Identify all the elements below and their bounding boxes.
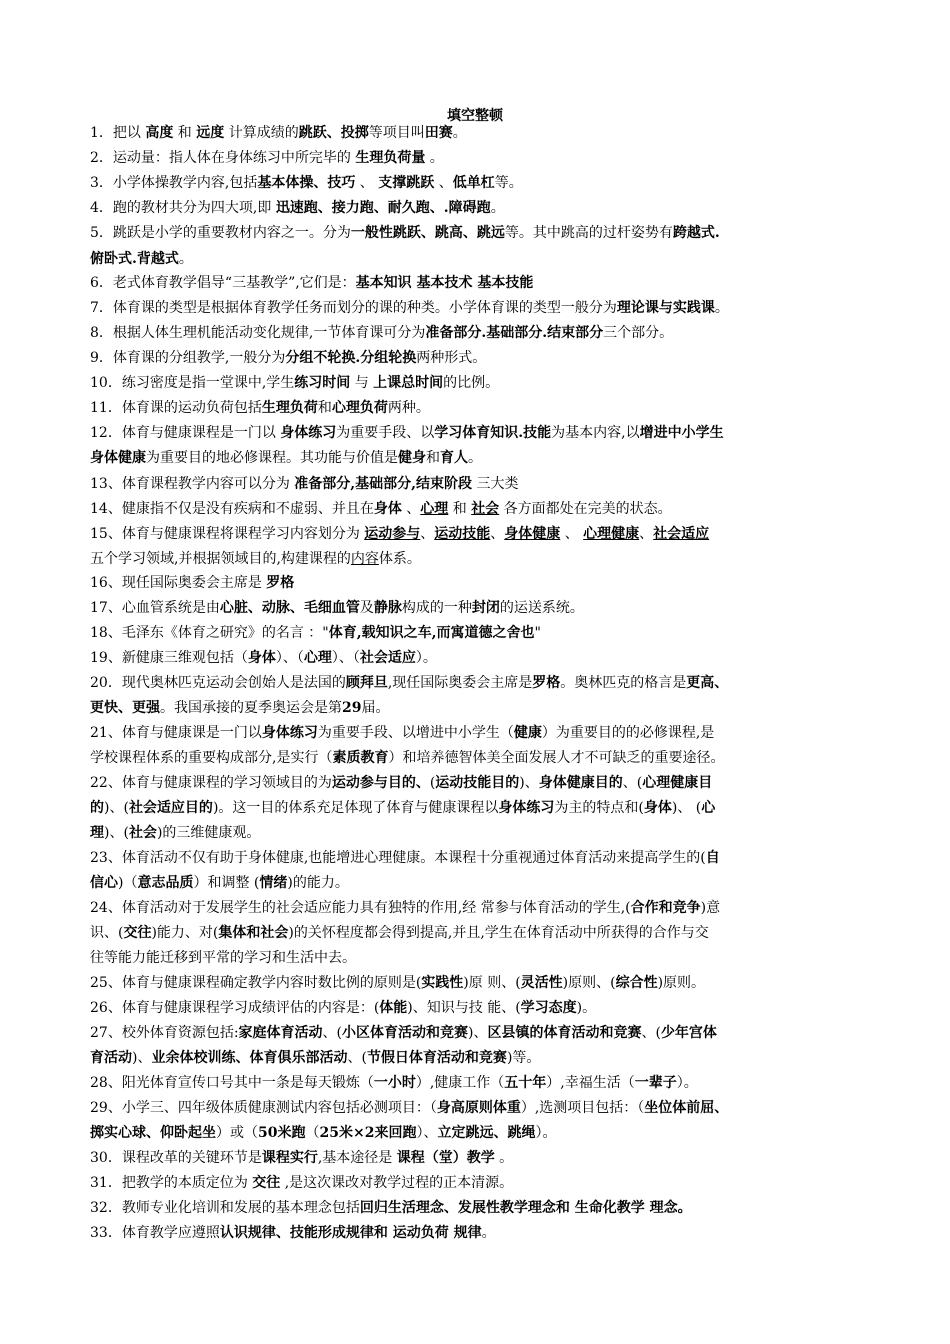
prompt-text: ,现任国际奥委会主席是 xyxy=(387,675,533,691)
answer-text: 身体健康 xyxy=(90,450,146,466)
answer-text: 增进中小学生 xyxy=(639,425,724,441)
answer-text: 节假日体育活动和竞赛 xyxy=(366,1050,507,1066)
answer-text: 生理负荷量 xyxy=(355,150,426,166)
prompt-text: 和 xyxy=(173,125,197,141)
answer-text: 练习时间 xyxy=(294,375,351,391)
prompt-text: 、 xyxy=(560,526,584,542)
prompt-text: 7．体育课的类型是根据体育教学任务而划分的课的种类。小学体育课的类型一般分为 xyxy=(90,300,617,316)
fill-in-line xyxy=(90,699,389,717)
fill-in-line xyxy=(90,1224,496,1242)
answer-text: 25米×2来回跑 xyxy=(319,1125,417,1141)
prompt-text: )、( xyxy=(104,800,129,816)
answer-text: 一小时 xyxy=(373,1075,416,1091)
answer-text: 一般性跳跃、跳高、跳远 xyxy=(350,225,505,241)
prompt-text: 、 xyxy=(490,526,505,542)
prompt-text: ）和调整 ( xyxy=(193,875,260,891)
fill-in-line xyxy=(90,174,523,192)
answer-text: 身体练习 xyxy=(280,425,337,441)
fill-in-line xyxy=(90,799,715,817)
answer-text: 合作和竞争 xyxy=(630,900,701,916)
fill-in-line xyxy=(90,324,673,342)
prompt-text: 14、健康指不仅是没有疾病和不虚弱、并且在 xyxy=(90,501,374,517)
answer-text: 身体 xyxy=(643,800,672,816)
fill-in-line xyxy=(90,1049,540,1067)
answer-text: 自 xyxy=(705,850,720,866)
fill-in-line xyxy=(90,224,720,242)
prompt-text: ）。 xyxy=(415,650,437,666)
prompt-text: )原则。 xyxy=(657,975,706,991)
answer-text: 迅速跑、接力跑、耐久跑、.障碍跑 xyxy=(275,200,491,216)
fill-in-line xyxy=(90,1099,728,1117)
fill-in-line xyxy=(90,949,356,967)
fill-in-line xyxy=(90,1124,556,1142)
answer-text: 跨越式. xyxy=(672,225,720,241)
answer-text: 少年宫体 xyxy=(660,1025,717,1041)
prompt-text: )。这一目的体系充足体现了体育与健康课程以 xyxy=(212,800,499,816)
answer-text: 认识规律、技能形成规律和 运动负荷 规律 xyxy=(219,1225,482,1241)
fill-in-line xyxy=(90,1199,692,1217)
prompt-text: 33．体育教学应遵照 xyxy=(90,1225,220,1241)
prompt-text: )原则、( xyxy=(562,975,616,991)
answer-text: 身体 xyxy=(373,501,402,517)
prompt-text: )、知识与技 能、( xyxy=(407,1000,521,1016)
prompt-text: 、 xyxy=(355,175,379,191)
prompt-text: 、( xyxy=(347,1050,367,1066)
prompt-text: )、 xyxy=(468,1025,488,1041)
prompt-text: 等。 xyxy=(494,175,523,191)
prompt-text: 15、体育与健康课程将课程学习内容划分为 xyxy=(90,526,365,542)
prompt-text: 6．老式体育教学倡导“三基教学”,它们是： xyxy=(90,275,356,291)
answer-text: 50米跑 xyxy=(258,1125,306,1141)
prompt-text: 体系。 xyxy=(378,551,421,567)
answer-text: 身体 xyxy=(247,650,276,666)
prompt-text: 4．跑的教材共分为四大项,即 xyxy=(90,200,276,216)
prompt-text: ）、（ xyxy=(275,650,304,666)
prompt-text: 、( xyxy=(322,1025,342,1041)
prompt-text: 29、小学三、四年级体质健康测试内容包括必测项目：（ xyxy=(90,1100,437,1116)
prompt-text: )。 xyxy=(576,1000,597,1016)
prompt-text: 。 xyxy=(452,125,467,141)
prompt-text: 与 xyxy=(350,375,374,391)
answer-text: 罗格 xyxy=(532,675,561,691)
prompt-text: 构成的一种 xyxy=(401,600,472,616)
fill-in-line xyxy=(90,974,705,992)
answer-text: 田赛 xyxy=(424,125,453,141)
prompt-text: 为主的特点和( xyxy=(554,800,644,816)
fill-in-line xyxy=(90,849,720,867)
fill-in-line xyxy=(90,149,444,167)
prompt-text: )、 ( xyxy=(671,800,702,816)
answer-text: 交往 xyxy=(123,925,152,941)
answer-text: 一辈子 xyxy=(634,1075,677,1091)
answer-text: 学习体育知识.技能 xyxy=(434,425,552,441)
fill-in-line xyxy=(90,349,486,367)
answer-text: 回归生活理念、发展性教学理念和 生命化教学 理念。 xyxy=(359,1200,692,1216)
prompt-text: 24、体育活动对于发展学生的社会适应能力具有独特的作用,经 常参与体育活动的学生,( xyxy=(90,900,631,916)
fill-in-line xyxy=(90,649,437,667)
fill-in-line xyxy=(90,874,349,892)
answer-text: 理 xyxy=(90,825,104,841)
prompt-text: 1．把以 xyxy=(90,125,146,141)
prompt-text: 三个部分。 xyxy=(603,325,674,341)
prompt-text: 和 xyxy=(317,400,332,416)
prompt-text: 21、体育与健康课是一门以 xyxy=(90,725,262,741)
answer-text: 社会 xyxy=(128,825,157,841)
answer-text: 学习态度 xyxy=(520,1000,577,1016)
prompt-text: 。 xyxy=(481,1225,496,1241)
prompt-text: 3．小学体操教学内容,包括 xyxy=(90,175,258,191)
answer-text: 健身 xyxy=(398,450,426,466)
prompt-text: ）,健康工作（ xyxy=(415,1075,505,1091)
prompt-text: 、 xyxy=(434,175,453,191)
answer-text: 生理负荷 xyxy=(261,400,318,416)
prompt-text: 9．体育课的分组教学,一般分为 xyxy=(90,350,286,366)
prompt-text: 28、阳光体育宣传口号其中一条是每天锻炼（ xyxy=(90,1075,374,1091)
answer-text: 社会 xyxy=(471,501,500,517)
answer-text: 理论课与实践课 xyxy=(616,300,715,316)
prompt-text: 。 xyxy=(468,450,482,466)
answer-text: 实践性 xyxy=(421,975,464,991)
prompt-text: 10．练习密度是指一堂课中,学生 xyxy=(90,375,295,391)
prompt-text: ,基本途径是 xyxy=(317,1150,397,1166)
prompt-text: 19、新健康三维观包括（ xyxy=(90,650,248,666)
prompt-text: 31．把教学的本质定位为 xyxy=(90,1175,253,1191)
answer-text: 准备部分.基础部分.结束部分 xyxy=(425,325,604,341)
fill-in-line xyxy=(90,924,709,942)
answer-text: 上课总时间 xyxy=(373,375,444,391)
prompt-text: 17、心血管系统是由 xyxy=(90,600,220,616)
fill-in-line xyxy=(90,374,499,392)
answer-text: 心 xyxy=(701,800,716,816)
fill-in-line xyxy=(90,124,467,142)
answer-text: 交往 xyxy=(252,1175,281,1191)
prompt-text: 、 xyxy=(639,526,654,542)
fill-in-line xyxy=(90,674,728,692)
prompt-text: 20．现代奥林匹克运动会创始人是法国的 xyxy=(90,675,346,691)
prompt-text: " xyxy=(534,625,541,641)
answer-text: 跳跃、投掷 xyxy=(298,125,369,141)
prompt-text: )、( xyxy=(104,825,129,841)
fill-in-line xyxy=(90,299,729,317)
prompt-text: 及 xyxy=(359,600,374,616)
prompt-text: 23、体育活动不仅有助于身体健康,也能增进心理健康。本课程十分重视通过体育活动来提高学生的( xyxy=(90,850,706,866)
prompt-text: 为重要手段、以 xyxy=(336,425,435,441)
answer-text: 集体和社会 xyxy=(218,925,289,941)
prompt-text: 学校课程体系的重要构成部分,是实行（ xyxy=(90,750,333,766)
answer-text: 心理健康目 xyxy=(642,775,713,791)
answer-text: 罗格 xyxy=(266,575,295,591)
answer-text: 基本知识 基本技术 基本技能 xyxy=(355,275,534,291)
prompt-text: )（ xyxy=(118,875,138,891)
prompt-text: 。 xyxy=(714,300,729,316)
fill-in-line xyxy=(90,749,724,767)
prompt-text: 和 xyxy=(448,501,472,517)
prompt-text: 两种。 xyxy=(387,400,430,416)
fill-in-line xyxy=(90,1074,698,1092)
prompt-text: 往等能力能迁移到平常的学习和生活中去。 xyxy=(90,950,356,966)
answer-text: 灵活性 xyxy=(520,975,563,991)
fill-in-line xyxy=(90,574,294,592)
prompt-text: ,是这次课改对教学过程的正本清源。 xyxy=(280,1175,514,1191)
prompt-text: ）。 xyxy=(676,1075,698,1091)
page-title: 填空整顿 xyxy=(447,108,503,124)
prompt-text: )的关怀程度都会得到提高,并且,学生在体育活动中所获得的合作与交 xyxy=(288,925,709,941)
prompt-text: )、 xyxy=(519,775,539,791)
prompt-text: ）,选测项目包括：（ xyxy=(520,1100,645,1116)
prompt-text: 五个学习领域,并根据领域目的,构建课程的 xyxy=(90,551,351,567)
prompt-text: 30．课程改革的关键环节是 xyxy=(90,1150,262,1166)
prompt-text: 。 xyxy=(425,150,444,166)
prompt-text: 11．体育课的运动负荷包括 xyxy=(90,400,262,416)
answer-text: 身体练习 xyxy=(261,725,318,741)
fill-in-line xyxy=(90,250,193,268)
answer-text: 情绪 xyxy=(259,875,288,891)
answer-text: 育活动 xyxy=(90,1050,132,1066)
fill-in-line xyxy=(90,550,421,568)
answer-text: 综合性 xyxy=(615,975,658,991)
prompt-text: 。我国承接的夏季奥运会是第 xyxy=(160,700,342,716)
answer-text: 远度 xyxy=(196,125,225,141)
fill-in-line xyxy=(90,274,533,292)
answer-text: 运动技能 xyxy=(434,526,491,542)
prompt-text: 16、现任国际奥委会主席是 xyxy=(90,575,267,591)
answer-text: 封闭 xyxy=(471,600,500,616)
prompt-text: ）或（ xyxy=(216,1125,258,1141)
prompt-text: 三大类 xyxy=(472,476,519,492)
answer-text: 课程（堂）教学 xyxy=(396,1150,495,1166)
prompt-text: 13、体育课程教学内容可以分为 xyxy=(90,476,295,492)
prompt-text: 为基本内容,以 xyxy=(551,425,640,441)
fill-in-line xyxy=(90,500,672,518)
prompt-text: 18、毛泽东《体育之研究》的名言 ：" xyxy=(90,625,329,641)
fill-in-line xyxy=(90,724,714,742)
fill-in-line xyxy=(90,449,482,467)
prompt-text: 计算成绩的 xyxy=(224,125,299,141)
prompt-text: 、 xyxy=(401,501,421,517)
answer-text: 五十年 xyxy=(504,1075,547,1091)
answer-text: 身体练习 xyxy=(498,800,555,816)
answer-text: 立定跳远、跳绳 xyxy=(437,1125,536,1141)
prompt-text: )意 xyxy=(700,900,721,916)
prompt-text: 届。 xyxy=(361,700,390,716)
answer-text: 小区体育活动和竞赛 xyxy=(342,1025,468,1041)
prompt-text: 25、体育与健康课程确定教学内容时数比例的原则是( xyxy=(90,975,422,991)
fill-in-line xyxy=(90,1174,513,1192)
answer-text: 坐位体前屈、 xyxy=(644,1100,729,1116)
answer-text: 课程实行 xyxy=(261,1150,318,1166)
answer-text: 育人 xyxy=(440,450,468,466)
prompt-text: ）,幸福生活（ xyxy=(546,1075,635,1091)
fill-in-line xyxy=(90,399,430,417)
answer-text: 身体健康 xyxy=(504,526,561,542)
prompt-text: 为重要目的地必修课程。其功能与价值是 xyxy=(146,450,398,466)
answer-text: 心理健康 xyxy=(583,526,640,542)
answer-text: 心理负荷 xyxy=(331,400,388,416)
fill-in-line xyxy=(90,1024,717,1042)
answer-text: 分组不轮换.分组轮换 xyxy=(285,350,417,366)
prompt-text: 27、校外体育资源包括: xyxy=(90,1025,239,1041)
prompt-text: 各方面都处在完美的状态。 xyxy=(499,501,672,517)
prompt-text: 26、体育与健康课程学习成绩评估的内容是：( xyxy=(90,1000,380,1016)
answer-text: 运动参与目的、 xyxy=(331,775,430,791)
answer-text: 低单杠 xyxy=(452,175,495,191)
answer-text: 身高原则体重 xyxy=(436,1100,521,1116)
prompt-text: )的能力。 xyxy=(287,875,349,891)
answer-text: 29 xyxy=(342,700,362,716)
fill-in-line xyxy=(90,624,541,642)
prompt-text: 识、( xyxy=(90,925,124,941)
fill-in-line xyxy=(90,424,724,442)
answer-text: 支撑跳跃 xyxy=(378,175,435,191)
prompt-text: )的三维健康观。 xyxy=(156,825,261,841)
answer-text: 高度 xyxy=(145,125,174,141)
answer-text: 更快、更强 xyxy=(90,700,160,716)
answer-text: 掷实心球、仰卧起坐 xyxy=(90,1125,216,1141)
prompt-text: )等。 xyxy=(506,1050,541,1066)
prompt-text: 两种形式。 xyxy=(416,350,487,366)
fill-in-line xyxy=(90,475,518,493)
answer-text: 更高、 xyxy=(686,675,729,691)
answer-text: 社会适应 xyxy=(359,650,416,666)
answer-text: 健康 xyxy=(513,725,542,741)
prompt-text: 22、体育与健康课程的学习领域目的为 xyxy=(90,775,332,791)
answer-text: 区县镇的体育活动和竞赛 xyxy=(487,1025,642,1041)
prompt-text: )能力、对( xyxy=(151,925,219,941)
prompt-text: ）、 xyxy=(416,1125,438,1141)
answer-text: 社会适应 xyxy=(653,526,710,542)
answer-text: 身体健康目的 xyxy=(538,775,623,791)
fill-in-line xyxy=(90,999,596,1017)
prompt-text: 、 xyxy=(420,526,435,542)
prompt-text: 。 xyxy=(178,251,193,267)
answer-text: 社会适应目的 xyxy=(128,800,213,816)
answer-text: 运动技能目的 xyxy=(435,775,520,791)
fill-in-line xyxy=(90,774,712,792)
prompt-text: ）、（ xyxy=(331,650,360,666)
prompt-text: 为重要手段、以增进中小学生（ xyxy=(317,725,514,741)
answer-text: 俯卧式.背越式 xyxy=(90,251,179,267)
answer-text: 心理 xyxy=(303,650,332,666)
answer-text: 家庭体育活动 xyxy=(238,1025,323,1041)
answer-text: 心理 xyxy=(420,501,449,517)
prompt-text: 。奥林匹克的格言是 xyxy=(560,675,687,691)
prompt-text: 等项目叫 xyxy=(368,125,425,141)
prompt-text: 内容 xyxy=(350,551,379,567)
prompt-text: ）为重要目的的必修课程,是 xyxy=(541,725,715,741)
prompt-text: ）和培养德智体美全面发展人才不可缺乏的重要途径。 xyxy=(388,750,725,766)
prompt-text: 。 xyxy=(494,1150,514,1166)
prompt-text: ）。 xyxy=(535,1125,557,1141)
prompt-text: 2．运动量：指人体在身体练习中所完毕的 xyxy=(90,150,356,166)
prompt-text: 8．根据人体生理机能活动变化规律,一节体育课可分为 xyxy=(90,325,426,341)
answer-text: 信心 xyxy=(90,875,118,891)
prompt-text: )原 则、( xyxy=(463,975,521,991)
answer-text: 顾拜旦 xyxy=(345,675,388,691)
prompt-text: 、( xyxy=(622,775,643,791)
prompt-text: 和 xyxy=(426,450,440,466)
fill-in-line xyxy=(90,199,505,217)
answer-text: 体育,载知识之车,而寓道德之舍也 xyxy=(328,625,535,641)
answer-text: 的 xyxy=(90,800,104,816)
prompt-text: 的运送系统。 xyxy=(499,600,584,616)
fill-in-line xyxy=(90,899,720,917)
answer-text: 基本体操、技巧 xyxy=(257,175,356,191)
prompt-text: 12．体育与健康课程是一门以 xyxy=(90,425,281,441)
answer-text: 意志品质 xyxy=(137,875,194,891)
prompt-text: 、( xyxy=(641,1025,661,1041)
prompt-text: 5．跳跃是小学的重要教材内容之一。分为 xyxy=(90,225,351,241)
answer-text: 运动参与 xyxy=(364,526,421,542)
fill-in-line xyxy=(90,1149,513,1167)
answer-text: 业余体校训练、体育俱乐部活动 xyxy=(151,1050,348,1066)
prompt-text: ( xyxy=(429,775,436,791)
answer-text: 素质教育 xyxy=(332,750,389,766)
prompt-text: （ xyxy=(305,1125,320,1141)
prompt-text: )、 xyxy=(132,1050,152,1066)
prompt-text: 。 xyxy=(490,200,505,216)
answer-text: 体能 xyxy=(379,1000,408,1016)
fill-in-line xyxy=(90,824,260,842)
fill-in-line xyxy=(90,525,709,543)
answer-text: 准备部分,基础部分,结束阶段 xyxy=(294,476,473,492)
answer-text: 心脏、动脉、毛细血管 xyxy=(219,600,360,616)
prompt-text: 等。其中跳高的过杆姿势有 xyxy=(504,225,673,241)
answer-text: 静脉 xyxy=(373,600,402,616)
prompt-text: 32．教师专业化培训和发展的基本理念包括 xyxy=(90,1200,360,1216)
fill-in-line xyxy=(90,599,584,617)
prompt-text: 的比例。 xyxy=(443,375,500,391)
